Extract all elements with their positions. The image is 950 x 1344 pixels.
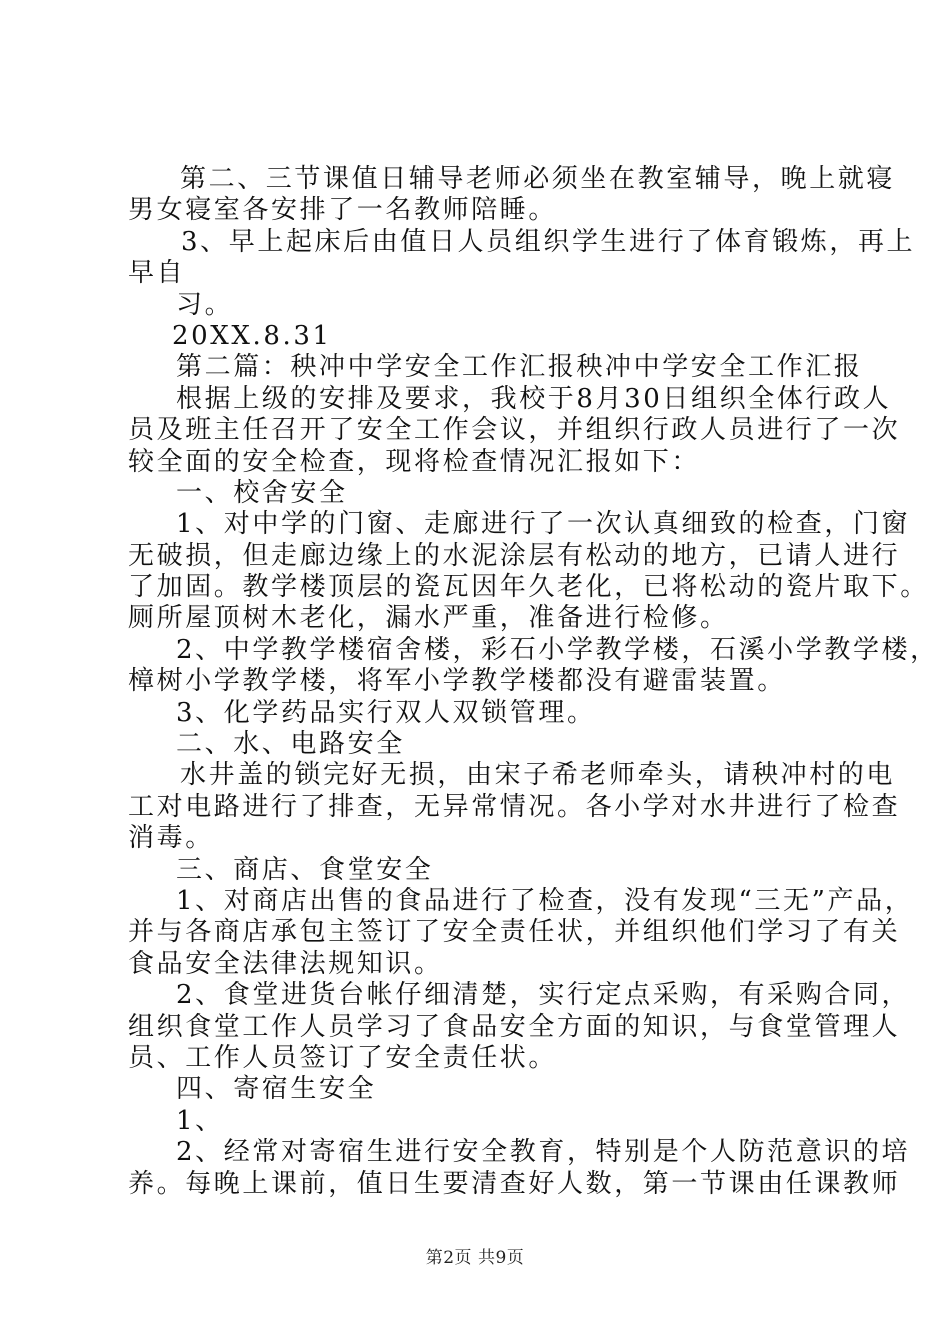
paragraph-line: 习。: [176, 289, 234, 320]
section-heading: 第二篇：秧冲中学安全工作汇报秧冲中学安全工作汇报: [176, 352, 863, 383]
paragraph-line: 员、工作人员签订了安全责任状。: [128, 1042, 558, 1073]
paragraph-line: 1、: [176, 1105, 224, 1136]
paragraph-line: 3、早上起床后由值日人员组织学生进行了体育锻炼，再上: [181, 226, 916, 257]
paragraph-line: 组织食堂工作人员学习了食品安全方面的知识，与食堂管理人: [128, 1011, 901, 1042]
paragraph-line: 无破损，但走廊边缘上的水泥涂层有松动的地方，已请人进行: [128, 540, 901, 571]
paragraph-line: 较全面的安全检查，现将检查情况汇报如下：: [128, 446, 701, 477]
paragraph-line: 第二、三节课值日辅导老师必须坐在教室辅导，晚上就寝: [180, 164, 896, 194]
page-number-footer: 第2页 共9页: [425, 1248, 525, 1268]
paragraph-line: 工对电路进行了排查，无异常情况。各小学对水井进行了检查: [128, 791, 901, 822]
subsection-heading: 二、水、电路安全: [176, 729, 405, 760]
paragraph-line: 员及班主任召开了安全工作会议，并组织行政人员进行了一次: [128, 415, 901, 446]
paragraph-line: 1、对商店出售的食品进行了检查，没有发现“三无”产品，: [176, 885, 914, 916]
subsection-heading: 一、校舍安全: [176, 477, 348, 508]
paragraph-line: 厕所屋顶树木老化，漏水严重，准备进行检修。: [128, 603, 729, 634]
paragraph-line: 1、对中学的门窗、走廊进行了一次认真细致的检查，门窗: [176, 509, 911, 540]
paragraph-line: 养。每晚上课前，值日生要清查好人数，第一节课由任课教师: [128, 1168, 901, 1199]
paragraph-line: 并与各商店承包主签订了安全责任状，并组织他们学习了有关: [128, 917, 901, 948]
date-line: 20XX.8.31: [172, 320, 332, 351]
paragraph-line: 2、经常对寄宿生进行安全教育，特别是个人防范意识的培: [176, 1137, 911, 1168]
paragraph-line: 3、化学药品实行双人双锁管理。: [176, 697, 596, 728]
paragraph-line: 水井盖的锁完好无损，由宋子希老师牵头，请秧冲村的电: [180, 760, 896, 791]
paragraph-line: 樟树小学教学楼，将军小学教学楼都没有避雷装置。: [128, 666, 786, 697]
document-body: [128, 164, 939, 1200]
subsection-heading: 三、商店、食堂安全: [176, 854, 434, 885]
paragraph-line: 2、食堂进货台帐仔细清楚，实行定点采购，有采购合同，: [176, 980, 911, 1011]
paragraph-line: 2、中学教学楼宿舍楼，彩石小学教学楼，石溪小学教学楼，: [176, 634, 939, 665]
paragraph-line: 了加固。教学楼顶层的瓷瓦因年久老化，已将松动的瓷片取下。: [128, 572, 929, 603]
paragraph-line: 食品安全法律法规知识。: [128, 948, 443, 979]
subsection-heading: 四、寄宿生安全: [176, 1074, 377, 1105]
paragraph-line: 消毒。: [128, 823, 214, 854]
paragraph-line: 早自: [128, 258, 186, 289]
paragraph-line: 男女寝室各安排了一名教师陪睡。: [128, 195, 558, 226]
paragraph-line: 根据上级的安排及要求，我校于8月30日组织全体行政人: [176, 383, 892, 414]
